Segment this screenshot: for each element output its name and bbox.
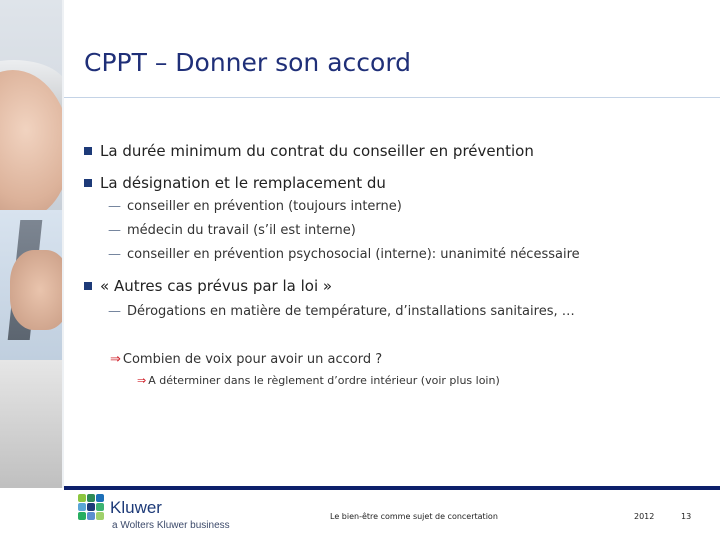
bullet-square-icon	[84, 282, 92, 290]
logo-cube-cell	[96, 494, 104, 502]
answer-text: A déterminer dans le règlement d’ordre intérieur (voir plus loin)	[148, 374, 500, 387]
footer-bar	[64, 486, 720, 490]
kluwer-logo-icon	[78, 494, 104, 520]
page-number: 13	[681, 512, 692, 521]
sub-item-text: Dérogations en matière de température, d’installations sanitaires, …	[127, 304, 575, 319]
logo-tagline: a Wolters Kluwer business	[112, 520, 230, 531]
bullet-square-icon	[84, 147, 92, 155]
double-arrow-icon: ⇒	[110, 352, 121, 367]
sub-item	[108, 199, 402, 214]
logo-cube-cell	[87, 512, 95, 520]
double-arrow-icon: ⇒	[137, 374, 147, 387]
kluwer-logo	[76, 492, 256, 536]
footer-year: 2012	[634, 512, 655, 521]
logo-cube-cell	[78, 512, 86, 520]
dash-icon: —	[108, 247, 121, 262]
logo-cube-cell	[78, 494, 86, 502]
sub-item	[108, 247, 580, 262]
sub-item	[108, 304, 575, 319]
bullet-text: La durée minimum du contrat du conseiller en prévention	[100, 142, 534, 160]
logo-cube-cell	[87, 494, 95, 502]
sub-item-text: conseiller en prévention psychosocial (interne): unanimité nécessaire	[127, 247, 580, 262]
bullet-item	[84, 174, 386, 192]
logo-cube-cell	[78, 503, 86, 511]
presenter-photo	[0, 0, 62, 488]
sub-item-text: conseiller en prévention (toujours interne)	[127, 199, 402, 214]
logo-cube-cell	[96, 512, 104, 520]
sub-item	[108, 223, 356, 238]
logo-name: Kluwer	[110, 498, 162, 517]
bullet-item	[84, 277, 332, 295]
logo-cube-cell	[87, 503, 95, 511]
photo-divider	[62, 0, 64, 488]
question-line	[110, 352, 382, 367]
dash-icon: —	[108, 304, 121, 319]
bullet-text: « Autres cas prévus par la loi »	[100, 277, 333, 295]
bullet-item	[84, 142, 534, 160]
question-text: Combien de voix pour avoir un accord ?	[122, 352, 383, 367]
dash-icon: —	[108, 199, 121, 214]
dash-icon: —	[108, 223, 121, 238]
logo-cube-cell	[96, 503, 104, 511]
sub-item-text: médecin du travail (s’il est interne)	[127, 223, 356, 238]
footer-center-text: Le bien-être comme sujet de concertation	[330, 512, 498, 521]
title-divider	[64, 97, 720, 98]
bullet-text: La désignation et le remplacement du	[100, 174, 386, 192]
bullet-square-icon	[84, 179, 92, 187]
answer-line	[137, 374, 500, 387]
slide-title: CPPT – Donner son accord	[84, 48, 412, 77]
